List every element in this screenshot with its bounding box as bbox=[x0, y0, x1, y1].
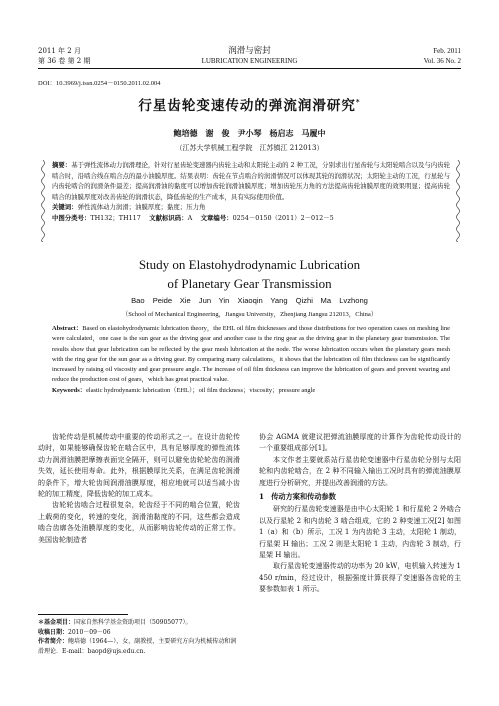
abstract-cn-text: 基于弹性流体动力润滑理论，针对行星齿轮变速器内齿轮主动和太阳轮主动的 2 种工况，分别求出行星齿轮与太阳轮啮合以及与内齿轮啮合时，沿啮合线在啮合点的最小油膜厚度。结果表明：齿轮在节点啮合的润滑情况可以体现其轮的润滑状况；太阳轮主动的工况，行星轮与内齿轮啮合的润滑条件最差；提高润滑油的黏度可以增加齿轮润滑油膜厚度；增加齿轮压力角的方法提高齿轮油膜厚度的效果明显；提高齿轮啮合的油膜厚度对改善齿轮的润滑状态，降低齿轮的生产成本，具有实际使用价值。 bbox=[52, 161, 450, 201]
body-paragraph: 齿轮轮齿啮合过程很复杂，轮齿经于不同的啮合位置，轮齿上载荷的变化，转速的变化，润滑油黏度的不同，这些都会造成啮合齿廓各处油膜厚度的变化，从而影响齿轮传动的正常工作。美国齿轮制造者 bbox=[38, 501, 240, 544]
paper-title-en bbox=[0, 255, 499, 293]
clc-label: 中图分类号： bbox=[52, 213, 91, 222]
abstract-cn-body bbox=[52, 160, 450, 202]
keywords-en bbox=[52, 386, 450, 396]
title-text: 行星齿轮变速传动的弹流润滑研究 bbox=[138, 98, 356, 114]
keywords-en-label: Keywords： bbox=[52, 386, 87, 394]
header-left bbox=[38, 46, 91, 66]
header-rule bbox=[38, 68, 461, 69]
header-center bbox=[150, 46, 349, 66]
author-bio-label: 作者简介： bbox=[38, 638, 69, 646]
body-paragraph: 研究的行星齿轮变速器是由中心太阳轮 1 和行星轮 2 外啮合以及行星轮 2 和内齿轮 3 啮合组成，它的 2 种变速工况[2] 如图 1（a）和（b）所示，工况 1 为内齿轮 3 主动，太阳轮 1 制动，行星架 H 输出；工况 2 则是太阳轮 1 主动，内齿轮 3 制动，行星架 H 输出。 bbox=[259, 505, 461, 560]
clc-number: TH132；TH117 bbox=[90, 213, 141, 222]
fund-text: 国家自然科学基金资助项目（50905077）。 bbox=[74, 619, 192, 626]
abstract-en bbox=[52, 324, 450, 396]
issue-date: 2011 年 2 月 bbox=[38, 47, 81, 55]
right-wavy-border bbox=[455, 160, 461, 242]
doc-code-label: 文献标识码： bbox=[149, 213, 188, 222]
received-date: 2010－09－06 bbox=[68, 628, 111, 636]
article-no-label: 文章编号： bbox=[200, 213, 233, 222]
title-footnote-mark: * bbox=[355, 97, 361, 107]
abstract-en-text: Based on elastohydrodynamic lubrication theory，the EHL oil film thicknesses and those distributions for two operation cases on meshing line were calculated，one case is the sun gear as the driving gear and another case is the ring gear as the driving gear in the planetary gear transmission. The results show that gear lubrication can be reflected by the gear mesh lubrication at the node. The worse lubrication occurs when the planetary gears mesh with the ring gear for the sun gear as a driving gear. By comparing many calculations，it shows that the lubrication oil film thickness can be significantly increased by raising oil viscosity and gear pressure angle. The increase of oil film thickness can improve the lubrication of gears and prevent wearing and reduce the production cost of gears，which has great practical value. bbox=[52, 325, 450, 384]
issue-date-en: Feb. 2011 bbox=[433, 47, 461, 55]
affiliation-en: （School of Mechanical Engineering，Jiangsu University，Zhenjiang Jiangsu 212013，China） bbox=[121, 311, 378, 318]
received-line bbox=[38, 628, 240, 638]
authors-en: Bao Peide Xie Jun Yin Xiaoqin Yang Qizhi Ma Lvzhong bbox=[131, 296, 368, 305]
title-en-line2: of Planetary Gear Transmission bbox=[167, 276, 332, 291]
volume-issue-en: Vol. 36 No. 2 bbox=[423, 57, 461, 65]
section-heading: 1 传动方案和传动参数 bbox=[259, 492, 336, 502]
fund-label: ＊基金项目： bbox=[38, 619, 75, 626]
author-bio-line bbox=[38, 637, 240, 656]
body-left-column bbox=[38, 432, 240, 546]
body-right-column bbox=[259, 432, 461, 596]
abstract-en-label: Abstract： bbox=[52, 325, 83, 332]
keywords-cn bbox=[52, 202, 450, 213]
journal-name-cn: 润滑与密封 bbox=[228, 46, 271, 56]
title-en-line1: Study on Elastohydrodynamic Lubrication bbox=[138, 257, 361, 272]
header-right bbox=[380, 46, 461, 66]
footnote bbox=[38, 618, 240, 656]
abstract-cn bbox=[52, 160, 450, 224]
author-bio-text: 鲍培德（1964—），女，副教授，主要研究方向为机械传动和润滑理论．E-mail：baopd@ujs.edu.cn. bbox=[38, 638, 237, 655]
body-paragraph: 齿轮传动是机械传动中重要的传动形式之一。在设计齿轮传动时，如果能够确保齿轮在啮合区中，具有足够厚度的弹性流体动力润滑油膜把摩擦表面完全隔开，则可以避免齿轮轮齿的润滑失效，延长使用寿命。此外，根据膜厚比关系，在满足齿轮润滑的条件下，增大轮齿间润滑油膜厚度，相应地就可以适当减小齿轮的加工精度，降低齿轮的加工成本。 bbox=[38, 433, 240, 499]
classification-line bbox=[52, 213, 450, 224]
authors-cn: 鲍培德 谢 俊 尹小琴 杨启志 马履中 bbox=[173, 128, 326, 138]
affiliation-cn: （江苏大学机械工程学院 江苏镇江 212013） bbox=[175, 144, 324, 152]
left-wavy-border bbox=[40, 160, 46, 242]
footnote-rule bbox=[38, 614, 128, 615]
paper-title-cn bbox=[0, 94, 499, 114]
abstract-en-body bbox=[52, 324, 450, 386]
article-no: 0254－0150（2011）2－012－5 bbox=[232, 213, 334, 222]
body-paragraph: 本文作者主要就系站行星齿轮变速器中行星齿轮分别与太阳轮和内齿轮啮合，在 2 种不同输入输出工况时具有的弹流油膜厚度进行分析研究，并提出改善润滑的方法。 bbox=[259, 455, 461, 487]
received-label: 收稿日期： bbox=[38, 628, 69, 636]
keywords-en-text: elastic hydrodynamic lubrication（EHL）；oil film thickness；viscosity；pressure angle bbox=[86, 386, 316, 394]
doi: DOI：10.3969/j.issn.0254－0150.2011.02.004 bbox=[38, 80, 161, 87]
fund-line bbox=[38, 618, 240, 628]
doc-code: A bbox=[187, 213, 193, 222]
abstract-cn-label: 摘要： bbox=[52, 161, 72, 169]
body-paragraph: 协会 AGMA 就建议把弹流油膜厚度的计算作为齿轮传动设计的一个重要组成部分[1]。 bbox=[259, 433, 461, 453]
body-paragraph: 取行星齿轮变速器传动的功率为 20 kW，电机输入转速为 1 450 r/min，经过设计，根据强度计算获得了变速器各齿轮的主要参数如表 1 所示。 bbox=[259, 562, 461, 594]
journal-name-en: LUBRICATION ENGINEERING bbox=[201, 57, 298, 65]
keywords-cn-label: 关键词： bbox=[52, 203, 78, 212]
volume-issue-cn: 第 36 卷 第 2 期 bbox=[38, 57, 91, 65]
keywords-cn-text: 弹性流体动力润滑；油膜厚度；黏度；压力角 bbox=[77, 203, 206, 212]
